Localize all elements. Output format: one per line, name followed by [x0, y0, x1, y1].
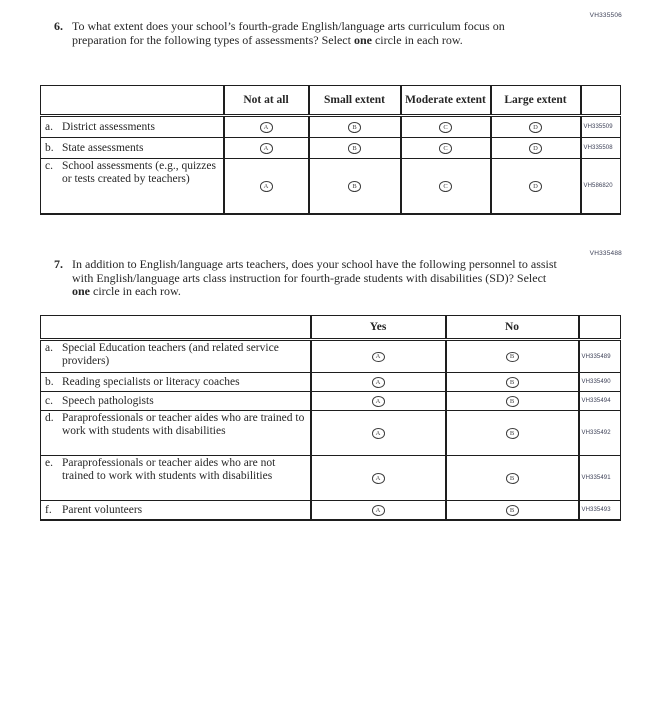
header-large-extent: Large extent — [491, 86, 581, 116]
row-label-text: District assessments — [62, 120, 155, 133]
header-yes: Yes — [311, 316, 446, 340]
row-letter: b. — [45, 375, 54, 388]
answer-circle-yes[interactable] — [372, 396, 385, 407]
table-row — [41, 456, 621, 501]
circle-letter: D — [533, 182, 538, 190]
row-label — [41, 159, 223, 187]
question-7-text-pre: In addition to English/language arts teachers, does your school have the following personnel to assist with English/language arts class instruction for fourth-grade students with disabilities (SD)? Select — [72, 257, 557, 285]
row-label-text: School assessments (e.g., quizzes or tests created by teachers) — [62, 160, 216, 185]
question-7-text-bold: one — [72, 284, 90, 298]
row-label — [41, 503, 310, 518]
circle-letter: B — [509, 474, 515, 482]
row-letter: f. — [45, 503, 52, 516]
question-6-text-post: circle in each row. — [371, 32, 463, 47]
question-7-text-post: circle in each row. — [90, 284, 181, 298]
header-empty-cell — [41, 316, 311, 340]
header-small-extent: Small extent — [309, 86, 401, 116]
row-vh-code: VH335492 — [579, 411, 621, 456]
answer-circle-yes[interactable] — [372, 377, 385, 388]
table-row — [41, 411, 621, 456]
question-6-text-bold: one — [353, 32, 372, 47]
row-label-text: Special Education teachers (and related service providers) — [62, 342, 279, 367]
question-7-number: 7. — [54, 257, 63, 271]
row-vh-code: VH335490 — [579, 373, 621, 392]
table-header-row — [41, 86, 621, 116]
answer-circle-d[interactable] — [529, 181, 542, 192]
table-row — [41, 501, 621, 521]
row-label-text: State assessments — [62, 141, 144, 154]
row-label — [41, 375, 310, 390]
answer-circle-no[interactable] — [506, 505, 519, 516]
circle-letter: B — [352, 182, 357, 190]
circle-letter: A — [375, 378, 381, 386]
circle-letter: B — [509, 353, 515, 361]
row-label-text: Parent volunteers — [62, 503, 143, 516]
row-vh-code: VH335494 — [579, 392, 621, 411]
circle-letter: A — [263, 182, 269, 190]
answer-circle-b[interactable] — [348, 122, 361, 133]
circle-letter: C — [443, 182, 448, 190]
circle-letter: B — [352, 144, 357, 152]
row-vh-code: VH335491 — [579, 456, 621, 501]
table-row — [41, 340, 621, 373]
circle-letter: A — [375, 397, 381, 405]
circle-letter: B — [509, 397, 515, 405]
table-row — [41, 138, 621, 159]
row-label — [41, 411, 310, 439]
question-7-prompt — [54, 258, 560, 299]
answer-circle-a[interactable] — [260, 143, 273, 154]
row-letter: b. — [45, 141, 54, 154]
row-label — [41, 120, 223, 135]
answer-circle-yes[interactable] — [372, 352, 385, 363]
question-6-text-pre: To what extent does your school’s fourth-grade English/language arts curriculum focus on preparation for the following types of assessments? Select — [72, 19, 505, 47]
answer-circle-d[interactable] — [529, 143, 542, 154]
question-7-text — [72, 258, 560, 299]
answer-circle-b[interactable] — [348, 181, 361, 192]
circle-letter: B — [509, 429, 515, 437]
row-label — [41, 141, 223, 156]
header-no: No — [446, 316, 579, 340]
answer-circle-c[interactable] — [439, 181, 452, 192]
answer-circle-no[interactable] — [506, 352, 519, 363]
answer-circle-c[interactable] — [439, 122, 452, 133]
answer-circle-yes[interactable] — [372, 473, 385, 484]
table-row — [41, 159, 621, 215]
answer-circle-yes[interactable] — [372, 505, 385, 516]
answer-circle-no[interactable] — [506, 377, 519, 388]
row-label-text: Reading specialists or literacy coaches — [62, 375, 240, 388]
circle-letter: C — [443, 144, 448, 152]
row-label — [41, 341, 310, 369]
header-moderate-extent: Moderate extent — [401, 86, 491, 116]
answer-circle-no[interactable] — [506, 428, 519, 439]
header-empty-code-cell — [581, 86, 621, 116]
circle-letter: A — [375, 353, 381, 361]
row-vh-code: VH586820 — [581, 159, 621, 215]
row-letter: a. — [45, 342, 53, 354]
row-vh-code: VH335493 — [579, 501, 621, 521]
circle-letter: A — [375, 506, 381, 514]
row-vh-code: VH335489 — [579, 340, 621, 373]
answer-circle-a[interactable] — [260, 181, 273, 192]
row-label-text: Speech pathologists — [62, 394, 154, 407]
row-label — [41, 394, 310, 409]
question-6-prompt — [54, 20, 560, 47]
row-label — [41, 456, 310, 484]
row-letter: c. — [45, 394, 53, 407]
circle-letter: A — [375, 429, 381, 437]
row-vh-code: VH335508 — [581, 138, 621, 159]
row-vh-code: VH335509 — [581, 116, 621, 138]
row-letter: a. — [45, 120, 53, 133]
question-7-table — [40, 315, 621, 521]
table-header-row — [41, 316, 621, 340]
header-empty-code-cell — [579, 316, 621, 340]
circle-letter: D — [533, 144, 538, 152]
circle-letter: A — [263, 123, 269, 131]
table-row — [41, 392, 621, 411]
circle-letter: D — [533, 123, 538, 131]
question-7-vh-code: VH335488 — [589, 250, 622, 257]
row-label-text: Paraprofessionals or teacher aides who are trained to work with students with disabilities — [62, 412, 305, 437]
row-letter: d. — [45, 412, 54, 424]
circle-letter: B — [352, 123, 357, 131]
question-6-text — [72, 20, 560, 47]
table-row — [41, 373, 621, 392]
header-empty-cell — [41, 86, 224, 116]
row-letter: c. — [45, 160, 53, 172]
circle-letter: A — [375, 474, 381, 482]
circle-letter: C — [443, 123, 448, 131]
question-6-table — [40, 85, 621, 215]
row-letter: e. — [45, 457, 53, 469]
question-6-vh-code: VH335506 — [589, 12, 622, 19]
answer-circle-d[interactable] — [529, 122, 542, 133]
answer-circle-a[interactable] — [260, 122, 273, 133]
row-label-text: Paraprofessionals or teacher aides who are not trained to work with students with disabilities — [62, 457, 276, 482]
circle-letter: B — [509, 378, 515, 386]
answer-circle-no[interactable] — [506, 473, 519, 484]
table-row — [41, 116, 621, 138]
circle-letter: B — [509, 506, 515, 514]
answer-circle-c[interactable] — [439, 143, 452, 154]
answer-circle-no[interactable] — [506, 396, 519, 407]
answer-circle-b[interactable] — [348, 143, 361, 154]
question-6-number: 6. — [54, 19, 63, 33]
header-not-at-all: Not at all — [224, 86, 309, 116]
circle-letter: A — [263, 144, 269, 152]
answer-circle-yes[interactable] — [372, 428, 385, 439]
